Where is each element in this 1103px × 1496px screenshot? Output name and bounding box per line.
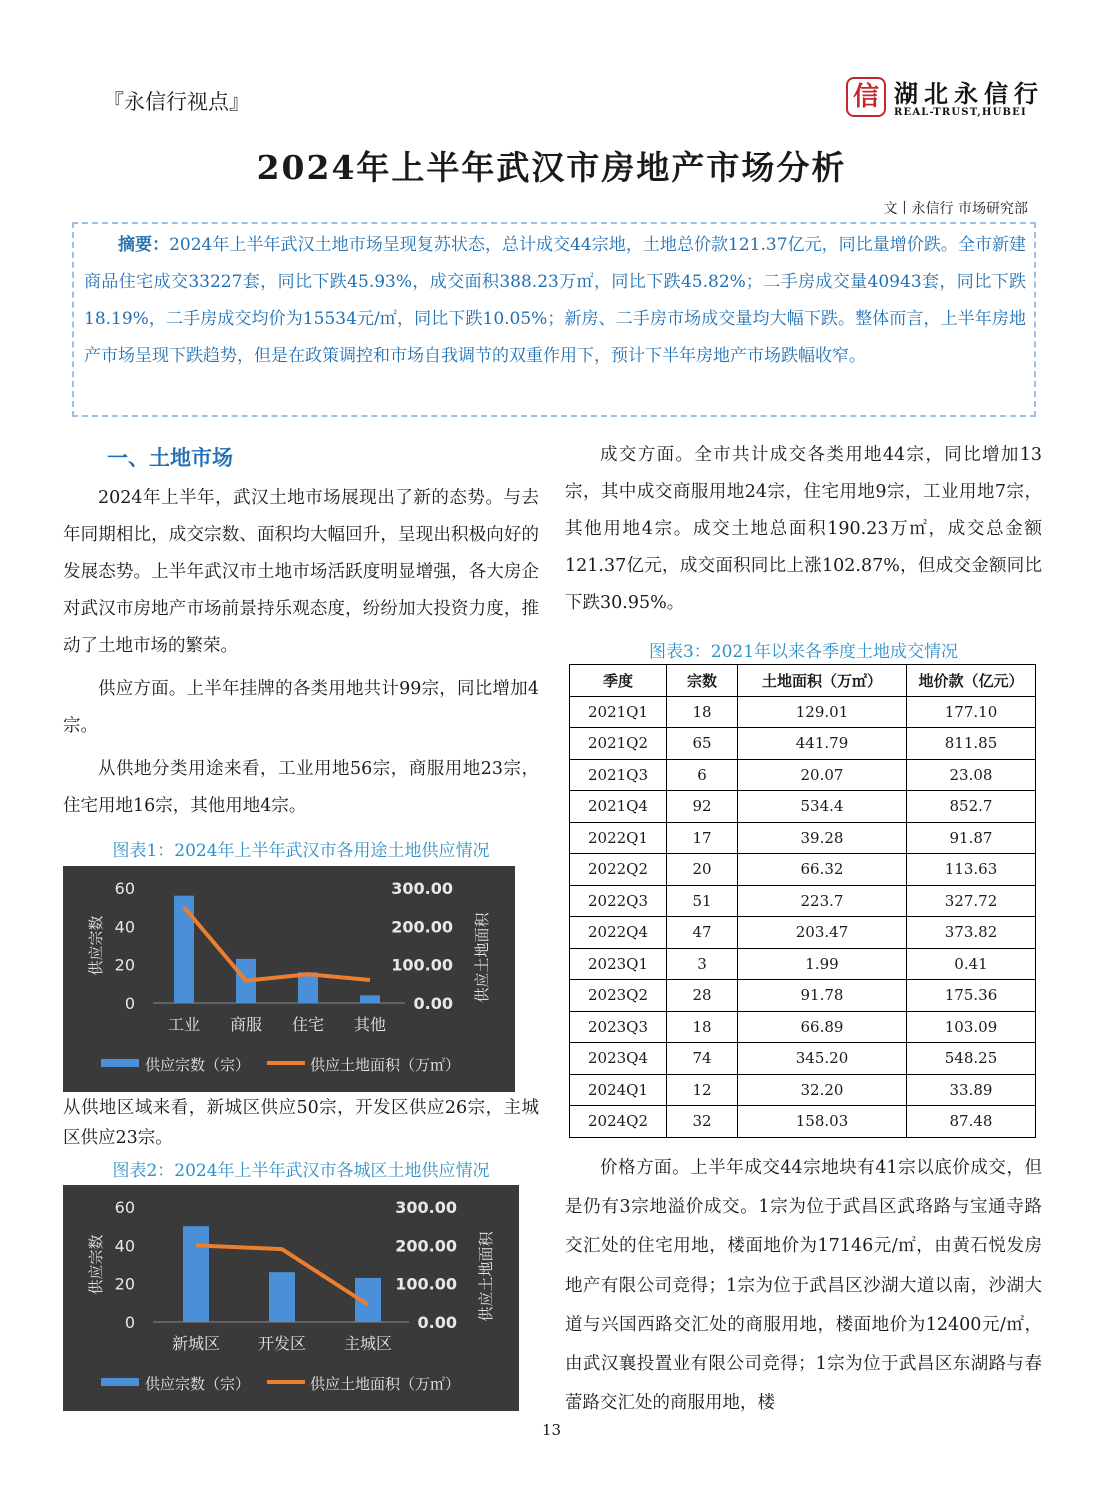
- table-header-cell: 季度: [570, 665, 667, 697]
- table-cell: 0.41: [907, 948, 1036, 980]
- table-cell: 87.48: [907, 1106, 1036, 1138]
- table-row: [570, 1074, 1036, 1106]
- table-header-cell: 地价款（亿元）: [907, 665, 1036, 697]
- y-axis-title: 供应宗数: [87, 915, 105, 976]
- legend-label: 供应土地面积（万㎡）: [310, 1056, 461, 1074]
- y2-tick-label: 200.00: [391, 917, 453, 937]
- y-tick-label: 60: [114, 879, 135, 898]
- page-number: 13: [541, 1421, 562, 1439]
- table-cell: 66.89: [738, 1011, 907, 1043]
- left-column-text: [63, 480, 539, 825]
- table-cell: 223.7: [738, 885, 907, 917]
- table-cell: 158.03: [738, 1106, 907, 1138]
- y2-tick-label: 200.00: [395, 1236, 457, 1256]
- table-cell: 852.7: [907, 791, 1036, 823]
- y-tick-label: 40: [114, 917, 135, 937]
- table-row: [570, 948, 1036, 980]
- table-cell: 2023Q3: [570, 1011, 667, 1043]
- table-cell: 2024Q2: [570, 1106, 667, 1138]
- y-tick-label: 40: [114, 1236, 135, 1256]
- bar: [269, 1272, 295, 1322]
- table-cell: 91.87: [907, 822, 1036, 854]
- table-cell: 17: [667, 822, 738, 854]
- column-tag: 『永信行视点』: [103, 90, 250, 114]
- logo-cn: 湖北永信行: [894, 80, 1044, 108]
- table-cell: 2023Q1: [570, 948, 667, 980]
- x-tick-label: 主城区: [343, 1334, 393, 1353]
- page-title: 2024年上半年武汉市房地产市场分析: [256, 148, 847, 187]
- chart2: [63, 1185, 519, 1411]
- table-row: [570, 759, 1036, 791]
- logo-seal-icon: 信: [846, 77, 886, 117]
- table-cell: 2022Q3: [570, 885, 667, 917]
- table-cell: 6: [667, 759, 738, 791]
- y2-axis-title: 供应土地面积: [473, 912, 491, 1003]
- table-cell: 441.79: [738, 728, 907, 760]
- y2-axis-title: 供应土地面积: [477, 1231, 495, 1322]
- table-cell: 129.01: [738, 696, 907, 728]
- x-tick-label: 工业: [167, 1015, 201, 1034]
- paragraph: 从供地区域来看，新城区供应50宗，开发区供应26宗，主城区供应23宗。: [63, 1098, 539, 1148]
- paragraph: 从供地分类用途来看，工业用地56宗，商服用地23宗，住宅用地16宗，其他用地4宗。: [63, 759, 539, 816]
- byline: 文丨永信行 市场研究部: [883, 201, 1028, 217]
- table-cell: 20.07: [738, 759, 907, 791]
- y2-tick-label: 300.00: [395, 1198, 457, 1217]
- table-cell: 1.99: [738, 948, 907, 980]
- table-row: [570, 917, 1036, 949]
- table-row: [570, 822, 1036, 854]
- y-tick-label: 0: [124, 1313, 135, 1332]
- table-cell: 2024Q1: [570, 1074, 667, 1106]
- land-deal-table: [569, 664, 1036, 1138]
- table-cell: 92: [667, 791, 738, 823]
- table-cell: 20: [667, 854, 738, 886]
- table-header-row: [570, 665, 1036, 697]
- chart1: [63, 866, 515, 1092]
- table-caption: 图表3：2021年以来各季度土地成交情况: [648, 642, 959, 662]
- table-cell: 18: [667, 1011, 738, 1043]
- table-cell: 345.20: [738, 1043, 907, 1075]
- legend-swatch-bar: [101, 1378, 139, 1386]
- table-cell: 203.47: [738, 917, 907, 949]
- table-cell: 2022Q1: [570, 822, 667, 854]
- chart1-caption: 图表1：2024年上半年武汉市各用途土地供应情况: [112, 841, 490, 861]
- table-cell: 39.28: [738, 822, 907, 854]
- table-cell: 811.85: [907, 728, 1036, 760]
- table-cell: 32.20: [738, 1074, 907, 1106]
- table-cell: 65: [667, 728, 738, 760]
- y-tick-label: 60: [114, 1198, 135, 1217]
- y2-tick-label: 100.00: [391, 955, 453, 975]
- y-axis-title: 供应宗数: [87, 1234, 105, 1295]
- table-cell: 177.10: [907, 696, 1036, 728]
- y2-tick-label: 0.00: [417, 1313, 457, 1332]
- table-cell: 2021Q4: [570, 791, 667, 823]
- table-row: [570, 1011, 1036, 1043]
- table-row: [570, 1106, 1036, 1138]
- logo-en: REAL-TRUST,HUBEI: [894, 107, 1027, 118]
- abstract-text: 2024年上半年武汉土地市场呈现复苏状态，总计成交44宗地，土地总价款121.37亿元，同比量增价跌。全市新建商品住宅成交33227套，同比下跌45.93%，成交面积388.23万㎡，同比下跌45.82%；二手房成交量40943套，同比下跌18.19%，二手房成交均价为15534元/㎡，同比下跌10.05%；新房、二手房市场成交量均大幅下跌。整体而言，上半年房地产市场呈现下跌趋势，但是在政策调控和市场自我调节的双重作用下，预计下半年房地产市场跌幅收窄。: [84, 235, 1026, 366]
- right-column-text-2: [565, 1149, 1042, 1423]
- x-tick-label: 商服: [229, 1015, 263, 1034]
- legend-label: 供应土地面积（万㎡）: [310, 1375, 461, 1393]
- table-cell: 373.82: [907, 917, 1036, 949]
- abstract-box: [72, 222, 1036, 417]
- table-row: [570, 791, 1036, 823]
- y2-tick-label: 0.00: [413, 994, 453, 1013]
- table-cell: 548.25: [907, 1043, 1036, 1075]
- x-tick-label: 其他: [353, 1015, 387, 1034]
- table-cell: 74: [667, 1043, 738, 1075]
- right-column-text: [565, 437, 1042, 622]
- x-tick-label: 新城区: [171, 1334, 221, 1353]
- table-cell: 175.36: [907, 980, 1036, 1012]
- paragraph: 供应方面。上半年挂牌的各类用地共计99宗，同比增加4宗。: [63, 679, 539, 736]
- table-row: [570, 696, 1036, 728]
- legend-label: 供应宗数（宗）: [145, 1375, 251, 1393]
- table-row: [570, 728, 1036, 760]
- section-heading-land-market: 一、土地市场: [107, 446, 233, 470]
- y2-tick-label: 100.00: [395, 1274, 457, 1294]
- table-header-cell: 土地面积（万㎡）: [738, 665, 907, 697]
- table-row: [570, 885, 1036, 917]
- table-cell: 2021Q2: [570, 728, 667, 760]
- table-cell: 91.78: [738, 980, 907, 1012]
- y-tick-label: 0: [124, 994, 135, 1013]
- abstract-label: 摘要：: [118, 235, 170, 255]
- y-tick-label: 20: [114, 1274, 135, 1294]
- chart2-svg: [63, 1185, 519, 1411]
- table-cell: 113.63: [907, 854, 1036, 886]
- table-header-cell: 宗数: [667, 665, 738, 697]
- table-cell: 51: [667, 885, 738, 917]
- table-row: [570, 854, 1036, 886]
- y-tick-label: 20: [114, 955, 135, 975]
- left-column-text-2: [63, 1093, 539, 1153]
- table-cell: 2021Q1: [570, 696, 667, 728]
- table-row: [570, 1043, 1036, 1075]
- paragraph: 价格方面。上半年成交44宗地块有41宗以底价成交，但是仍有3宗地溢价成交。1宗为位于武昌区武珞路与宝通寺路交汇处的住宅用地，楼面地价为17146元/㎡，由黄石悦发房地产有限公司竞得；1宗为位于武昌区沙湖大道以南，沙湖大道与兴国西路交汇处的商服用地，楼面地价为12400元/㎡，由武汉襄投置业有限公司竞得；1宗为位于武昌区东湖路与春蕾路交汇处的商服用地，楼: [565, 1158, 1042, 1414]
- paragraph: 成交方面。全市共计成交各类用地44宗，同比增加13宗，其中成交商服用地24宗，住宅用地9宗，工业用地7宗，其他用地4宗。成交土地总面积190.23万㎡，成交总金额121.37亿元，成交面积同比上涨102.87%，但成交金额同比下跌30.95%。: [565, 445, 1042, 613]
- y2-tick-label: 300.00: [391, 879, 453, 898]
- table-cell: 3: [667, 948, 738, 980]
- chart1-svg: [63, 866, 515, 1092]
- table-cell: 2023Q2: [570, 980, 667, 1012]
- table-cell: 23.08: [907, 759, 1036, 791]
- table-cell: 18: [667, 696, 738, 728]
- table-cell: 66.32: [738, 854, 907, 886]
- table-cell: 32: [667, 1106, 738, 1138]
- table-cell: 327.72: [907, 885, 1036, 917]
- table-cell: 33.89: [907, 1074, 1036, 1106]
- chart2-caption: 图表2：2024年上半年武汉市各城区土地供应情况: [112, 1161, 490, 1181]
- table-cell: 12: [667, 1074, 738, 1106]
- table-cell: 47: [667, 917, 738, 949]
- paragraph: 2024年上半年，武汉土地市场展现出了新的态势。与去年同期相比，成交宗数、面积均大幅回升，呈现出积极向好的发展态势。上半年武汉市土地市场活跃度明显增强，各大房企对武汉市房地产市场前景持乐观态度，纷纷加大投资力度，推动了土地市场的繁荣。: [63, 488, 539, 656]
- table-row: [570, 980, 1036, 1012]
- bar: [183, 1226, 209, 1322]
- x-tick-label: 开发区: [257, 1334, 307, 1353]
- table-cell: 2022Q4: [570, 917, 667, 949]
- logo: [846, 77, 1046, 121]
- line-series: [184, 907, 370, 981]
- legend-swatch-bar: [101, 1059, 139, 1067]
- table-cell: 2022Q2: [570, 854, 667, 886]
- table-cell: 2021Q3: [570, 759, 667, 791]
- table-cell: 103.09: [907, 1011, 1036, 1043]
- bar: [360, 995, 380, 1003]
- table-cell: 534.4: [738, 791, 907, 823]
- table-cell: 28: [667, 980, 738, 1012]
- bar: [174, 896, 194, 1003]
- table-cell: 2023Q4: [570, 1043, 667, 1075]
- x-tick-label: 住宅: [291, 1015, 325, 1034]
- legend-label: 供应宗数（宗）: [145, 1056, 251, 1074]
